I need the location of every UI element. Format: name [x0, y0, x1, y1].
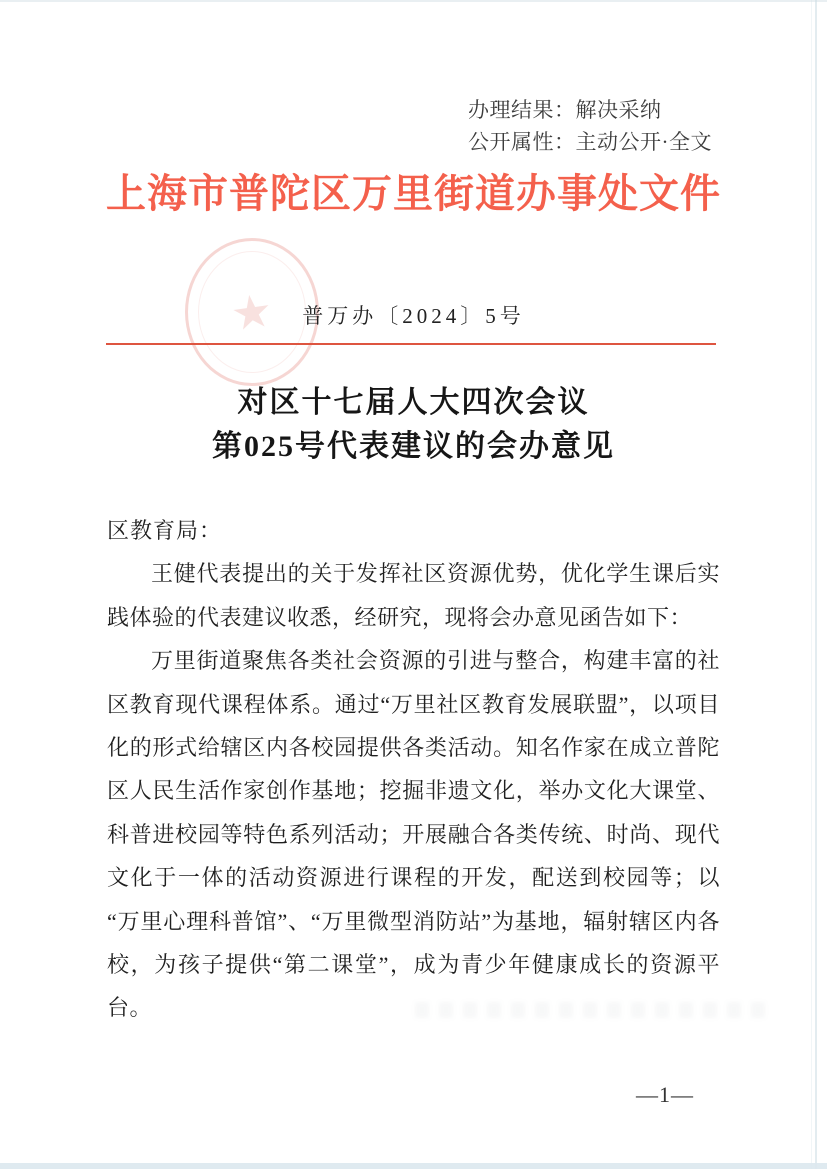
- document-title-line2: 第025号代表建议的会办意见: [212, 430, 615, 463]
- document-number: 普万办〔2024〕5号: [302, 304, 525, 328]
- masthead-title: 上海市普陀区万里街道办事处文件: [106, 171, 721, 216]
- seal-star-icon: ★: [227, 282, 277, 342]
- document-body: [107, 509, 720, 1030]
- page-number: —1—: [636, 1082, 694, 1107]
- meta-result-line: 办理结果：解决采纳: [468, 98, 662, 122]
- salutation: 区教育局：: [107, 518, 223, 543]
- document-title-line1: 对区十七届人大四次会议: [237, 386, 590, 419]
- red-separator-line: [106, 343, 716, 345]
- meta-block: [468, 94, 712, 158]
- body-paragraph-2: 万里街道聚焦各类社会资源的引进与整合，构建丰富的社区教育现代课程体系。通过“万里社区教育发展联盟”，以项目化的形式给辖区内各校园提供各类活动。知名作家在成立普陀区人民生活作家创作基地；挖掘非遗文化，举办文化大课堂、科普进校园等特色系列活动；开展融合各类传统、时尚、现代文化于一体的活动资源进行课程的开发，配送到校园等；以“万里心理科普馆”、“万里微型消防站”为基地，辐射辖区内各校，为孩子提供“第二课堂”，成为青少年健康成长的资源平台。: [107, 648, 720, 1021]
- document-title: [0, 381, 827, 469]
- scan-artifact-top-edge: [0, 0, 827, 2]
- meta-publicity-line: 公开属性：主动公开·全文: [468, 130, 712, 154]
- body-paragraph-1: 王健代表提出的关于发挥社区资源优势，优化学生课后实践体验的代表建议收悉，经研究，现将会办意见函告如下：: [107, 561, 720, 630]
- scan-artifact-bottom-edge: [0, 1163, 827, 1169]
